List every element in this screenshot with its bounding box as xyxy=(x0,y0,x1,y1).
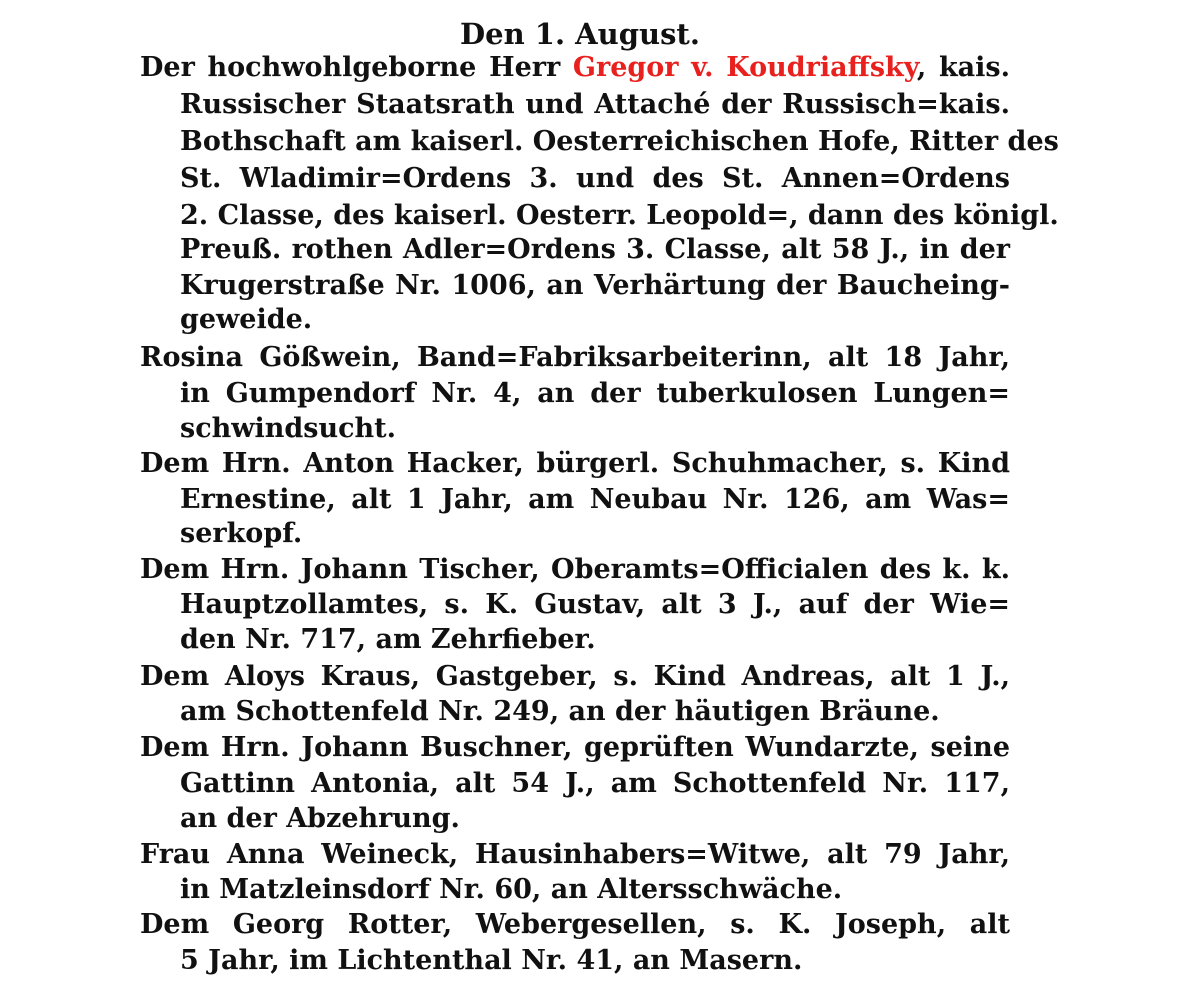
entry-line: an der Abzehrung. xyxy=(180,803,460,834)
entry-line: am Schottenfeld Nr. 249, an der häutigen Bräune. xyxy=(180,696,940,727)
entry-line-text: , kais. xyxy=(916,52,1011,83)
entry-line: 5 Jahr, im Lichtenthal Nr. 41, an Masern. xyxy=(180,945,803,976)
entry-line: Dem Hrn. Johann Buschner, geprüften Wundarzte, seine xyxy=(140,732,1010,763)
entry-line: in Matzleinsdorf Nr. 60, an Altersschwäche. xyxy=(180,874,843,905)
entry-line: Gattinn Antonia, alt 54 J., am Schottenfeld Nr. 117, xyxy=(180,768,1010,799)
highlighted-name: Gregor v. Koudriaffsky xyxy=(572,52,917,83)
entry-line: Hauptzollamtes, s. K. Gustav, alt 3 J., auf der Wie= xyxy=(180,589,1010,620)
entry-line-text: Der hochwohlgeborne Herr xyxy=(140,52,573,83)
entry-line: Russischer Staatsrath und Attaché der Russisch=kais. xyxy=(180,89,1010,120)
entry-line: Frau Anna Weineck, Hausinhabers=Witwe, alt 79 Jahr, xyxy=(140,839,1010,870)
entry-line: den Nr. 717, am Zehrfieber. xyxy=(180,624,596,655)
entry-line: Dem Hrn. Johann Tischer, Oberamts=Officialen des k. k. xyxy=(140,554,1010,585)
entry-line: Bothschaft am kaiserl. Oesterreichischen Hofe, Ritter des xyxy=(180,126,1059,157)
date-heading: Den 1. August. xyxy=(460,17,700,51)
entry-line: Dem Hrn. Anton Hacker, bürgerl. Schuhmacher, s. Kind xyxy=(140,448,1010,479)
entry-line: Ernestine, alt 1 Jahr, am Neubau Nr. 126, am Was= xyxy=(180,484,1010,515)
entry-line: in Gumpendorf Nr. 4, an der tuberkulosen Lungen= xyxy=(180,378,1010,409)
entry-line: Preuß. rothen Adler=Ordens 3. Classe, alt 58 J., in der xyxy=(180,234,1010,265)
entry-line: Dem Aloys Kraus, Gastgeber, s. Kind Andreas, alt 1 J., xyxy=(140,661,1010,692)
entry-line: geweide. xyxy=(180,304,313,335)
entry-line xyxy=(140,50,1010,86)
entry-line: serkopf. xyxy=(180,518,303,549)
entry-line: 2. Classe, des kaiserl. Oesterr. Leopold=, dann des königl. xyxy=(180,200,1059,231)
entry-line: Krugerstraße Nr. 1006, an Verhärtung der Baucheing- xyxy=(180,270,1010,301)
entry-line: schwindsucht. xyxy=(180,413,397,444)
entry-line: St. Wladimir=Ordens 3. und des St. Annen=Ordens xyxy=(180,163,1010,194)
entry-line: Dem Georg Rotter, Webergesellen, s. K. Joseph, alt xyxy=(140,909,1010,940)
entry-line: Rosina Gößwein, Band=Fabriksarbeiterinn, alt 18 Jahr, xyxy=(140,342,1010,373)
